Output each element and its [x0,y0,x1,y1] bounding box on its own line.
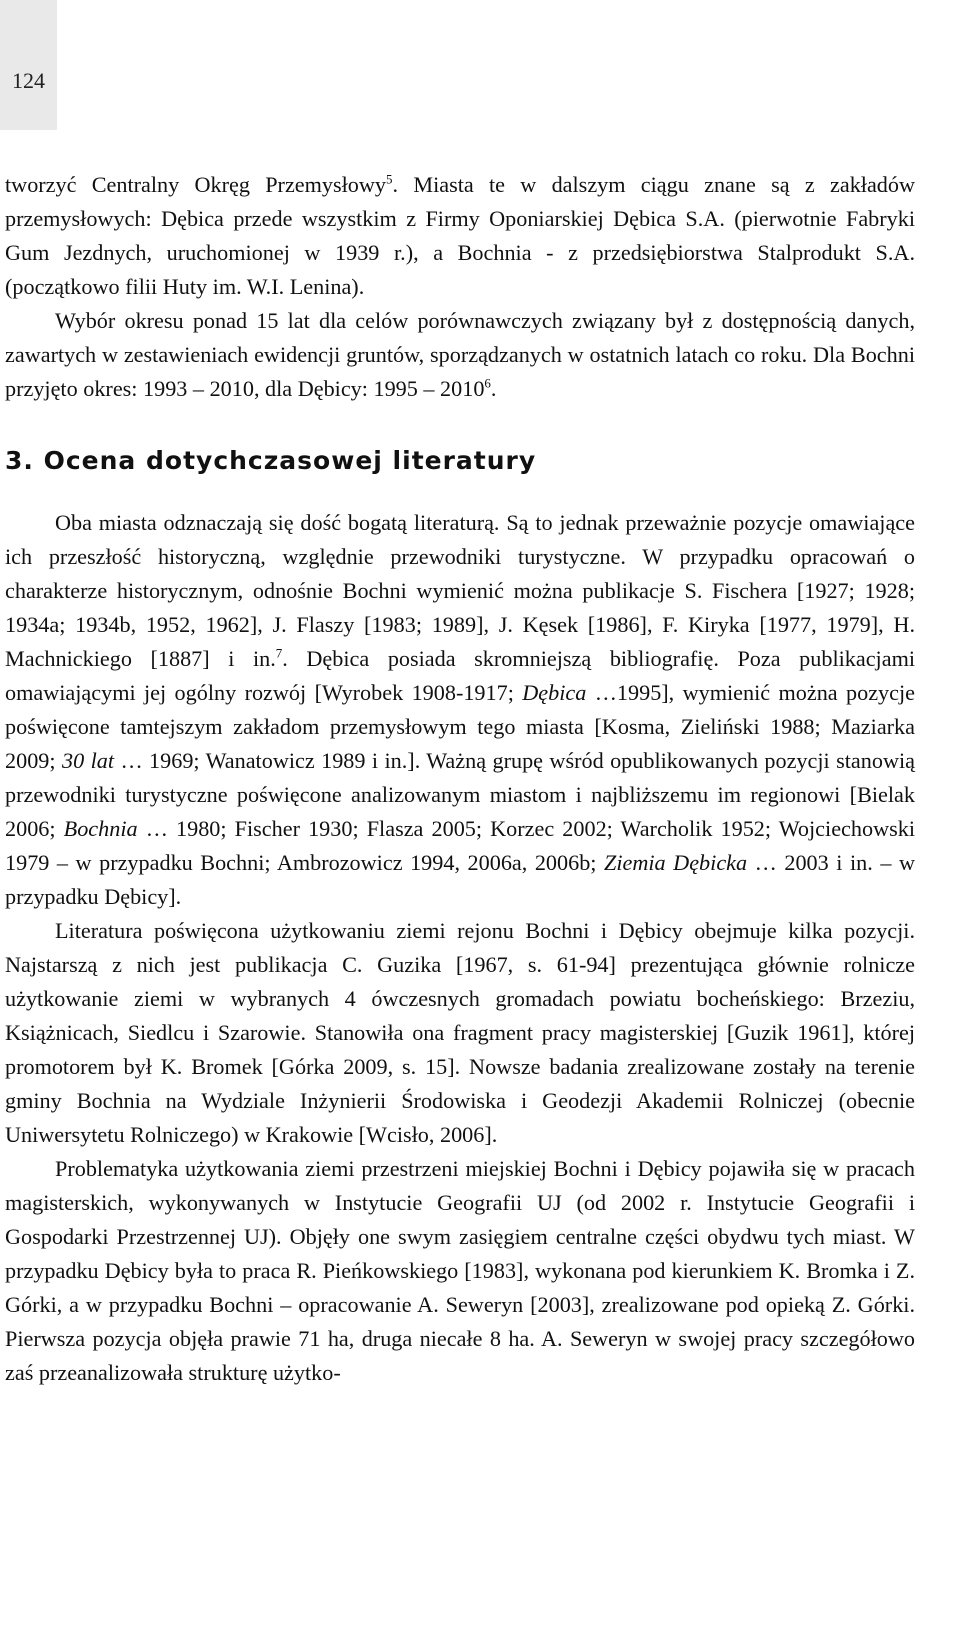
period-paragraph [5,304,915,406]
footnote-ref: 7 [275,645,283,661]
italic-title: Dębica [522,680,587,705]
landuse-paragraph: Literatura poświęcona użytkowaniu ziemi rejonu Bochni i Dębicy obejmuje kilka pozycji. Najstarszą z nich jest publikacja C. Guzika [1967, s. 61-94] prezentująca głównie rolnicze użytkowanie ziemi w wybranych 4 ówczesnych gromadach powiatu bocheńskiego: Brzeziu, Książnicach, Siedlcu i Szarowie. Stanowiła ona fragment pracy magisterskiej [Guzik 1961], której promotorem był K. Bromek [Górka 2009, s. 15]. Nowsze badania zrealizowane zostały na terenie gminy Bochnia na Wydziale Inżynierii Środowiska i Geodezji Akademii Rolniczej (obecnie Uniwersytetu Rolniczego) w Krakowie [Wcisło, 2006]. [5,918,915,1147]
literature-text: … 2003 i in. – w przypadku Dębicy]. [5,850,915,909]
literature-text: Oba miasta odznaczają się dość bogatą literaturą. Są to jednak przeważnie pozycje omawiające ich przeszłość historyczną, względnie przewodniki turystyczne. W przypadku opracowań o charakterze historycznym, odnośnie Bochni wymienić można publikacje S. Fischera [1927; 1928; 1934a; 1934b, 1952, 1962], J. Flaszy [1983; 1989], J. Kęsek [1986], F. Kiryka [1977, 1979], H. Machnickiego [1887] i in. [5,510,915,671]
period-text: Wybór okresu ponad 15 lat dla celów porównawczych związany był z dostępnością danych, zawartych w zestawieniach ewidencji gruntów, sporządzanych w ostatnich latach co roku. Dla Bochni przyjęto okres: 1993 – 2010, dla Dębicy: 1995 – 2010 [5,308,915,401]
footnote-ref: 5 [386,171,393,187]
footnote-ref: 6 [484,375,491,391]
italic-title: Bochnia [63,816,138,841]
literature-text: … 1980; Fischer 1930; Flasza 2005; Korzec 2002; Warcholik 1952; Wojciechowski 1979 – w przypadku Bochni; Ambrozowicz 1994, 2006a, 2006b; [5,816,915,875]
literature-paragraph [5,506,915,914]
page-body [5,168,915,1390]
literature-text: …1995], wymienić można pozycje poświęcone tamtejszym zakładom przemysłowym tego miasta [Kosma, Zieliński 1988; Maziarka 2009; [5,680,916,773]
section-heading: 3. Ocena dotychczasowej literatury [5,446,537,475]
literature-text: … 1969; Wanatowicz 1989 i in.]. Ważną grupę wśród opublikowanych pozycji stanowią przewodniki turystyczne poświęcone analizowanym miastom i najbliższemu im regionowi [Bielak 2006; [5,748,915,841]
urban-paragraph: Problematyka użytkowania ziemi przestrzeni miejskiej Bochni i Dębicy pojawiła się w pracach magisterskich, wykonywanych w Instytucie Geografii UJ (od 2002 r. Instytucie Geografii i Gospodarki Przestrzennej UJ). Objęły one swym zasięgiem centralne części obydwu tych miast. W przypadku Dębicy była to praca R. Pieńkowskiego [1983], wykonana pod kierunkiem K. Bromka i Z. Górki, a w przypadku Bochni – opracowanie A. Seweryn [2003], zrealizowane pod opieką Z. Górki. Pierwsza pozycja objęła prawie 71 ha, druga niecałe 8 ha. A. Seweryn w swojej pracy szczegółowo zaś przeanalizowała strukturę użytko- [5,1156,915,1385]
intro-text-cont: . Miasta te w dalszym ciągu znane są z zakładów przemysłowych: Dębica przede wszystkim z Firmy Oponiarskiej Dębica S.A. (pierwotnie Fabryki Gum Jezdnych, uruchomionej w 1939 r.), a Bochnia - z przedsiębiorstwa Stalprodukt S.A. (początkowo filii Huty im. W.I. Lenina). [5,172,916,299]
italic-title: Ziemia Dębicka [604,850,748,875]
page-number-tab [0,0,57,130]
page-number: 124 [12,68,45,93]
period-text-end: . [490,376,497,401]
literature-text: . Dębica posiada skromniejszą bibliografię. Poza publikacjami omawiającymi jej ogólny rozwój [Wyrobek 1908-1917; [5,646,915,705]
italic-title: 30 lat [61,748,115,773]
intro-paragraph [5,168,915,304]
intro-text: tworzyć Centralny Okręg Przemysłowy [5,172,387,197]
